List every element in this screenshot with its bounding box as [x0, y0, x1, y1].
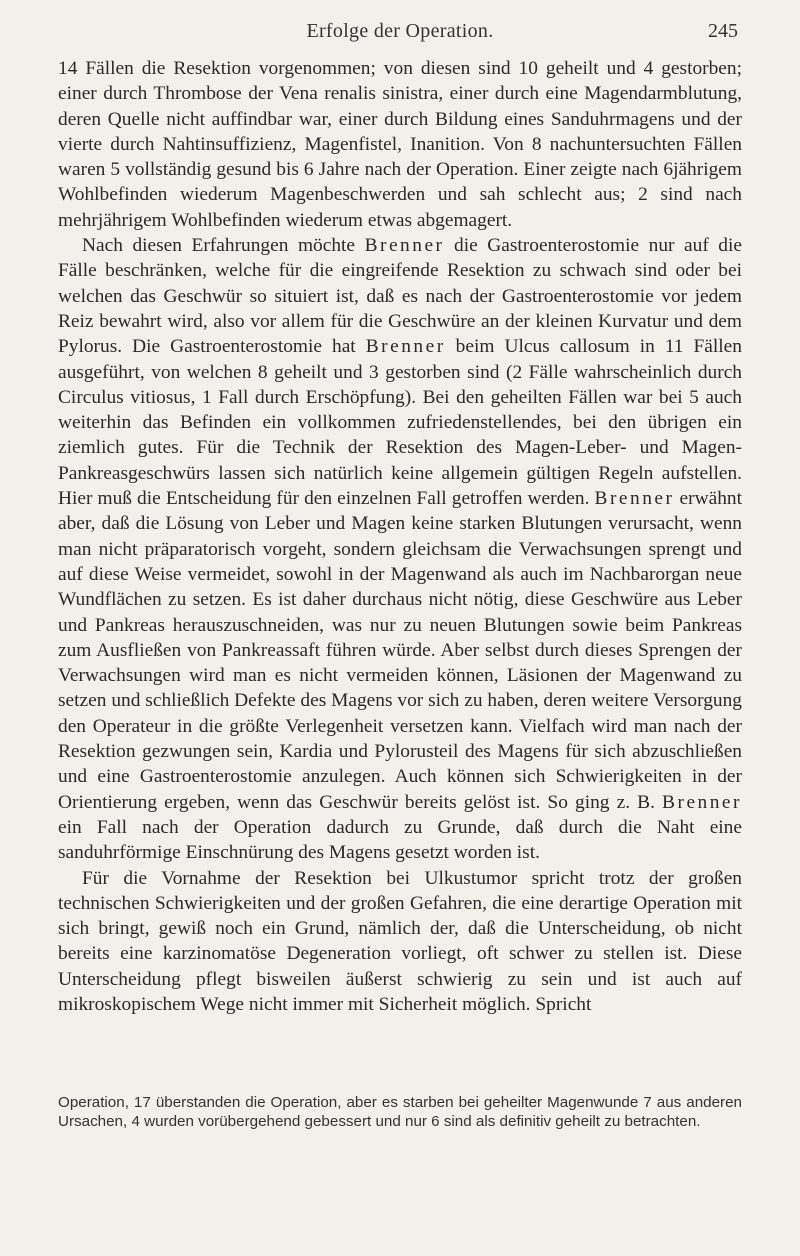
- paragraph-brenner-gastroenterostomy: [58, 233, 742, 865]
- author-name: Brenner: [662, 791, 742, 813]
- running-title: Erfolge der Operation.: [306, 20, 494, 42]
- page-number: 245: [708, 20, 738, 42]
- paragraph-text: beim Ulcus callosum in 11 Fällen ausgeführt, von welchen 8 geheilt und 3 gestorben sind (2 Fälle wahrscheinlich durch Circulus vitiosus, 1 Fall durch Erschöpfung). Bei den geheilten Fällen war bei 5 auch weiterhin das Befinden ein vollkommen zufriedenstellendes, bei den übrigen ein ziemlich gutes. Für die Technik der Resektion des Magen-Leber- und Magen-Pankreasgeschwürs lassen sich natürlich keine allgemein gültigen Regeln aufstellen. Hier muß die Entscheidung für den einzelnen Fall getroffen werden.: [58, 336, 742, 510]
- paragraph-resection-results: 14 Fällen die Resektion vorgenommen; von diesen sind 10 geheilt und 4 gestorben; einer durch Thrombose der Vena renalis sinistra, einer durch eine Magendarmblutung, deren Quelle nicht auffindbar war, einer durch Bildung eines Sanduhrmagens und der vierte durch Nahtinsuffizienz, Magenfistel, Inanition. Von 8 nachuntersuchten Fällen waren 5 vollständig gesund bis 6 Jahre nach der Operation. Einer zeigte nach 6jährigem Wohlbefinden wiederum Magenbeschwerden und sah schlecht aus; 2 sind nach mehrjährigem Wohlbefinden wiederum etwas abgemagert.: [58, 58, 742, 231]
- body-text: [58, 56, 742, 1017]
- paragraph-text: ein Fall nach der Operation dadurch zu Grunde, daß durch die Naht eine sanduhrförmige Einschnürung des Magens gesetzt worden ist.: [58, 816, 742, 864]
- author-name: Brenner: [365, 336, 446, 358]
- running-head: [0, 20, 800, 46]
- author-name: Brenner: [364, 235, 445, 257]
- paragraph-text: erwähnt aber, daß die Lösung von Leber und Magen keine starken Blutungen verursacht, wenn man nicht präparatorisch vorgeht, sondern gleichsam die Verwachsungen sprengt und auf diese Weise vermeidet, sowohl in der Magenwand als auch im Nachbarorgan neue Wundflächen zu setzen. Es ist daher durchaus nicht nötig, diese Geschwüre aus Leber und Pankreas herauszuschneiden, was nur zu neuen Blutungen sowie beim Pankreas zum Ausfließen von Pankreassaft führen würde. Aber selbst durch dieses Sprengen der Verwachsungen wird man es nicht vermeiden können, Läsionen der Magenwand zu setzen und schließlich Defekte des Magens vor sich zu haben, deren weitere Versorgung den Operateur in die größte Verlegenheit versetzen kann. Vielfach wird man nach der Resektion gezwungen sein, Kardia und Pylorusteil des Magens für sich abzuschließen und eine Gastroenterostomie anzulegen. Auch können sich Schwierigkeiten in der Orientierung ergeben, wenn das Geschwür bereits gelöst ist. So ging z. B.: [58, 488, 742, 813]
- paragraph-text: Nach diesen Erfahrungen möchte: [82, 235, 365, 257]
- footnote: Operation, 17 überstanden die Operation, aber es starben bei geheilter Magenwunde 7 aus anderen Ursachen, 4 wurden vorübergehend gebessert und nur 6 sind als definitiv geheilt zu betrachten.: [58, 1094, 742, 1130]
- author-name: Brenner: [594, 488, 675, 510]
- paragraph-text: die Gastroenterostomie nur auf die Fälle beschränken, welche für die eingreifende Resektion zu schwach sind oder bei welchen das Geschwür so situiert ist, daß es nach der Gastroenterostomie vor jedem Reiz bewahrt wird, also vor allem für die Geschwüre an der kleinen Kurvatur und dem Pylorus. Die Gastroenterostomie hat: [58, 235, 742, 358]
- paragraph-ulcer-tumor: Für die Vornahme der Resektion bei Ulkustumor spricht trotz der großen technischen Schwierigkeiten und der großen Gefahren, die eine derartige Operation mit sich bringt, gewiß noch ein Grund, nämlich der, daß die Unterscheidung, ob nicht bereits eine karzinomatöse Degeneration vorliegt, oft schwer zu stellen ist. Diese Unterscheidung pflegt bisweilen äußerst schwierig zu sein und ist auch auf mikroskopischem Wege nicht immer mit Sicherheit möglich. Spricht: [58, 867, 742, 1015]
